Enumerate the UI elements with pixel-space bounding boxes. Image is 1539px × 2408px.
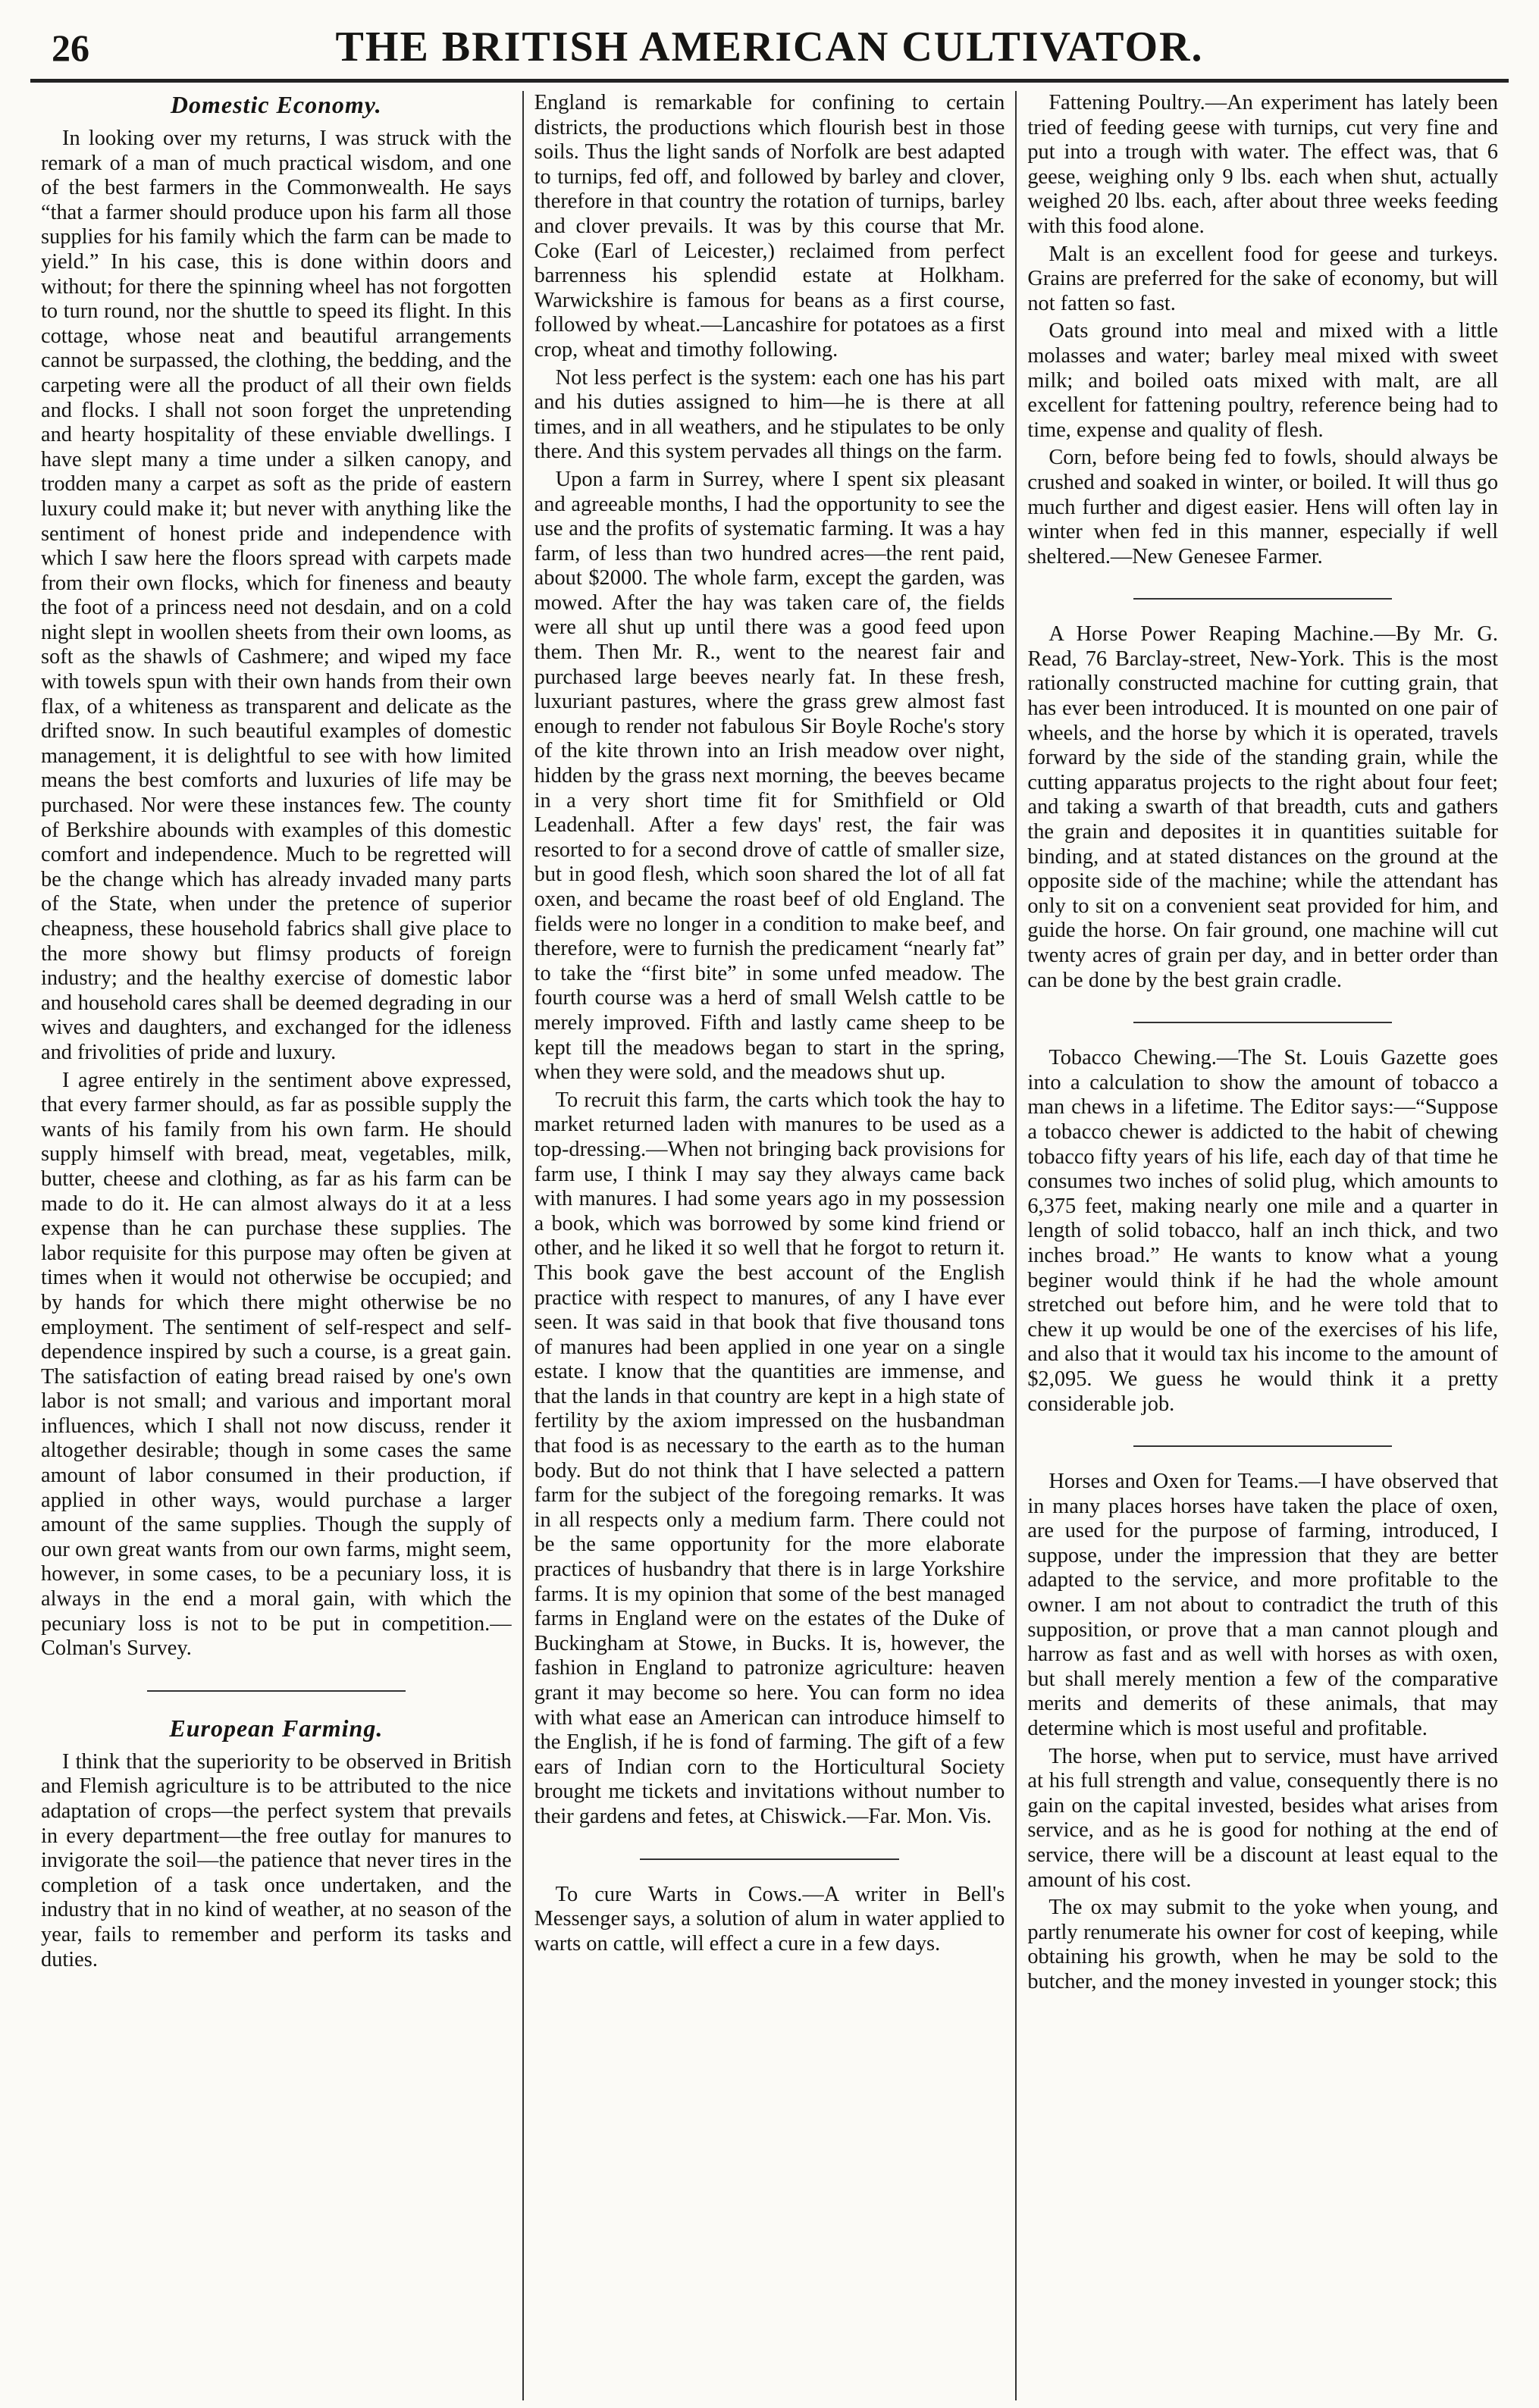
masthead: THE BRITISH AMERICAN CULTIVATOR. (335, 23, 1204, 70)
divider (147, 1690, 406, 1692)
paragraph-tobacco: Tobacco Chewing.—The St. Louis Gazette goes into a calculation to show the amount of tobacco a man chews in a lifetime. The Editor says:—“Suppose a tobacco chewer is addicted to the habit of chewing tobacco fifty years of his life, each day of that time he consumes two inches of solid plug, which amounts to 6,375 feet, making nearly one mile and a quarter in length of solid tobacco, half an inch thick, and two inches broad.” He wants to know what a young beginer would think if he had the whole amount stretched out before him, and he were told that to chew it up would be one of the exercises of his life, and also that it would tax his income to the amount of $2,095. We guess he would think it a pretty considerable job. (1027, 1046, 1499, 1416)
paragraph: In looking over my returns, I was struck with the remark of a man of much practical wisdom, and one of the best farmers in the Commonwealth. He says “that a farmer should produce upon his farm all those supplies for his family which the farm can be made to yield.” In his case, this is done within doors and without; for there the spinning wheel has not forgotten to turn round, nor the shuttle to speed its flight. In this cottage, whose neat and beautiful arrangements cannot be surpassed, the clothing, the bedding, and the carpeting were all the product of all their own fields and flocks. I shall not soon forget the unpretending and hearty hospitality of these enviable dwellings. I have slept many a time under a silken canopy, and trodden many a carpet as soft as the pride of eastern luxury could make it; but never with anything like the sentiment of honest pride and independence with which I saw here the floors spread with carpets made from their own flocks, which for fineness and beauty the foot of a princess need not desdain, and on a cold night slept in woollen sheets from their own looms, as soft as the shawls of Cashmere; and wiped my face with towels spun with their own hands from their own flax, of a whiteness as transparent and delicate as the drifted snow. In such beautiful examples of domestic management, it is delightful to see with how limited means the best comforts and luxuries of life may be purchased. Nor were these instances few. The county of Berkshire abounds with examples of this domestic comfort and independence. Much to be regretted will be the change which has already invaded many parts of the State, when under the pretence of superior cheapness, these household fabrics shall give place to the more showy but flimsy products of foreign industry; and the healthy exercise of domestic labor and household cares shall be deemed degrading in our wives and daughters, and exchanged for the idleness and frivolities of pride and luxury. (41, 127, 512, 1064)
paragraph: Upon a farm in Surrey, where I spent six pleasant and agreeable months, I had the opportunity to see the use and the profits of systematic farming. It was a hay farm, of less than two hundred acres—the rent paid, about $2000. The whole farm, except the garden, was mowed. After the hay was taken care of, the fields were all shut up until there was a good feed upon them. Then Mr. R., went to the nearest fair and purchased large beeves nearly fat. In these fresh, luxuriant pastures, where the grass grew almost fast enough to render not fabulous Sir Boyle Roche's story of the kite thrown into an Irish meadow over night, hidden by the grass next morning, the beeves became in a very short time fit for Smithfield or Old Leadenhall. After a few days' rest, the fair was resorted to for a second drove of cattle of smaller size, but in good flesh, which soon shared the lot of all fat oxen, and became the roast beef of old England. The fields were no longer in a condition to make beef, and therefore, were to furnish the predicament “nearly fat” to take the “first bite” in some unfed meadow. The fourth course was a herd of small Welsh cattle to be merely improved. Fifth and lastly came sheep to be kept till the meadows began to start in the spring, when they were sold, and the meadows shut up. (534, 467, 1005, 1085)
paragraph: I think that the superiority to be observed in British and Flemish agriculture is to be attributed to the nice adaptation of crops—the perfect system that prevails in every department—the free outlay for manures to invigorate the soil—the patience that never tires in the completion of a task once undertaken, and the industry that in no kind of weather, at no season of the year, fails to remember and perform its tasks and duties. (41, 1749, 512, 1971)
paragraph: Corn, before being fed to fowls, should always be crushed and soaked in winter, or boiled. It will thus go much further and digest easier. Hens will often lay in winter when fed in this manner, especially if well sheltered.—New Genesee Farmer. (1027, 446, 1499, 568)
columns (30, 91, 1509, 2400)
paragraph: Oats ground into meal and mixed with a little molasses and water; barley meal mixed with sweet milk; and boiled oats mixed with malt, are all excellent for fattening poultry, reference being had to time, expense and quality of flesh. (1027, 319, 1499, 442)
column-3 (1015, 91, 1509, 2400)
article-title-european-farming: European Farming. (169, 1714, 384, 1742)
paragraph-poultry: Fattening Poultry.—An experiment has lately been tried of feeding geese with turnips, cut very fine and put into a trough with water. The effect was, that 6 geese, weighing only 9 lbs. each when shut, actually weighed 20 lbs. each, after about three weeks feeding with this food alone. (1027, 91, 1499, 238)
article-title-domestic-economy: Domestic Economy. (170, 91, 382, 118)
divider (1133, 1445, 1392, 1447)
paragraph: To recruit this farm, the carts which took the hay to market returned laden with manures to be used as a top-dressing.—When not bringing back provisions for farm use, I think I may say they always came back with manures. I had some years ago in my possession a book, which was borrowed by some kind friend or other, and he liked it so well that he forgot to return it. This book gave the best account of the English practice with respect to manures, of any I have ever seen. It was said in that book that five thousand tons of manures had been applied in one year on a single estate. I know that the quantities are immense, and that the lands in that country are kept in a high state of fertility by the axiom impressed on the husbandman that food is as necessary to the earth as to the human body. But do not think that I have selected a pattern farm for the subject of the foregoing remarks. It was in all respects only a medium farm. There could not be the same opportunity for the more elaborate practices of husbandry that there is in large Yorkshire farms. It is my opinion that some of the best managed farms in England were on the estates of the Duke of Buckingham at Stowe, in Bucks. It is, however, the fashion in England to patronize agriculture: heaven grant it may become so here. You can form no idea with what ease an American can introduce himself to the English, if he is fond of farming. The gift of a few ears of Indian corn to the Horticultural Society brought me tickets and invitations without number to their gardens and fetes, at Chiswick.—Far. Mon. Vis. (534, 1088, 1005, 1828)
column-1 (30, 91, 522, 2400)
page-header (30, 0, 1509, 83)
paragraph-warts: To cure Warts in Cows.—A writer in Bell's Messenger says, a solution of alum in water applied to warts on cattle, will effect a cure in a few days. (534, 1882, 1005, 1956)
paragraph: Not less perfect is the system: each one has his part and his duties assigned to him—he is there at all times, and in all weathers, and he stipulates to be only there. And this system pervades all things on the farm. (534, 365, 1005, 464)
paragraph-reaping-machine: A Horse Power Reaping Machine.—By Mr. G. Read, 76 Barclay-street, New-York. This is the most rationally constructed machine for cutting grain, that has ever been introduced. It is mounted on one pair of wheels, and the horse by which it is operated, travels forward by the side of the standing grain, while the cutting apparatus projects to the right about four feet; and taking a swarth of that breadth, cuts and gathers the grain and deposites it in quantities suitable for binding, and at stated distances on the ground at the opposite side of the machine; while the attendant has only to sit on a convenient seat provided for him, and guide the horse. On fair ground, one machine will cut twenty acres of grain per day, and in better order than can be done by the best grain cradle. (1027, 622, 1499, 992)
paragraph: The horse, when put to service, must have arrived at his full strength and value, consequently there is no gain on the capital invested, besides what arises from service, and as he is good for nothing at the end of service, there will be a discount at least equal to the amount of his cost. (1027, 1744, 1499, 1892)
divider (1133, 598, 1392, 600)
paragraph: Malt is an excellent food for geese and turkeys. Grains are preferred for the sake of economy, but will not fatten so fast. (1027, 242, 1499, 315)
page-number: 26 (52, 27, 89, 69)
paragraph-horses-oxen: Horses and Oxen for Teams.—I have observed that in many places horses have taken the place of oxen, are used for the purpose of farming, introduced, I suppose, under the impression that they are better adapted to the service, and more profitable to the owner. I am not about to contradict the truth of this supposition, or prove that a man cannot plough and harrow as fast and as well with horses as with oxen, but shall merely mention a few of the comparative merits and demerits of these animals, that may determine which is most useful and profitable. (1027, 1470, 1499, 1741)
divider (1133, 1022, 1392, 1023)
column-2 (522, 91, 1016, 2400)
paragraph: The ox may submit to the yoke when young, and partly renumerate his owner for cost of keeping, while obtaining his growth, when he may be sold to the butcher, and the money invested in younger stock; this (1027, 1896, 1499, 1993)
paragraph: I agree entirely in the sentiment above expressed, that every farmer should, as far as possible supply the wants of his family from his own farm. He should supply himself with bread, meat, vegetables, milk, butter, cheese and clothing, as far as his farm can be made to do it. He can almost always do it at a less expense than he can purchase these supplies. The labor requisite for this purpose may often be given at times when it would not otherwise be occupied; and by hands for which there might otherwise be no employment. The sentiment of self-respect and self-dependence inspired by such a course, is a great gain. The satisfaction of eating bread raised by one's own labor is not small; and various and important moral influences, which I shall not now discuss, render it altogether desirable; though in some cases the same amount of labor consumed in their production, if applied in other ways, would purchase a larger amount of the same supplies. Though the supply of our own great wants from our own farms, might seem, however, in some cases, to be a pecuniary loss, it is always in the end a moral gain, with which the pecuniary loss is not to be put in competition.—Colman's Survey. (41, 1068, 512, 1661)
divider (640, 1858, 898, 1860)
paragraph: England is remarkable for confining to certain districts, the productions which flourish best in those soils. Thus the light sands of Norfolk are best adapted to turnips, fed off, and followed by barley and clover, therefore in that country the rotation of turnips, barley and clover prevails. It was by this course that Mr. Coke (Earl of Leicester,) reclaimed from perfect barrenness his splendid estate at Holkham. Warwickshire is famous for beans as a first course, followed by wheat.—Lancashire for potatoes as a first crop, wheat and timothy following. (534, 91, 1005, 362)
